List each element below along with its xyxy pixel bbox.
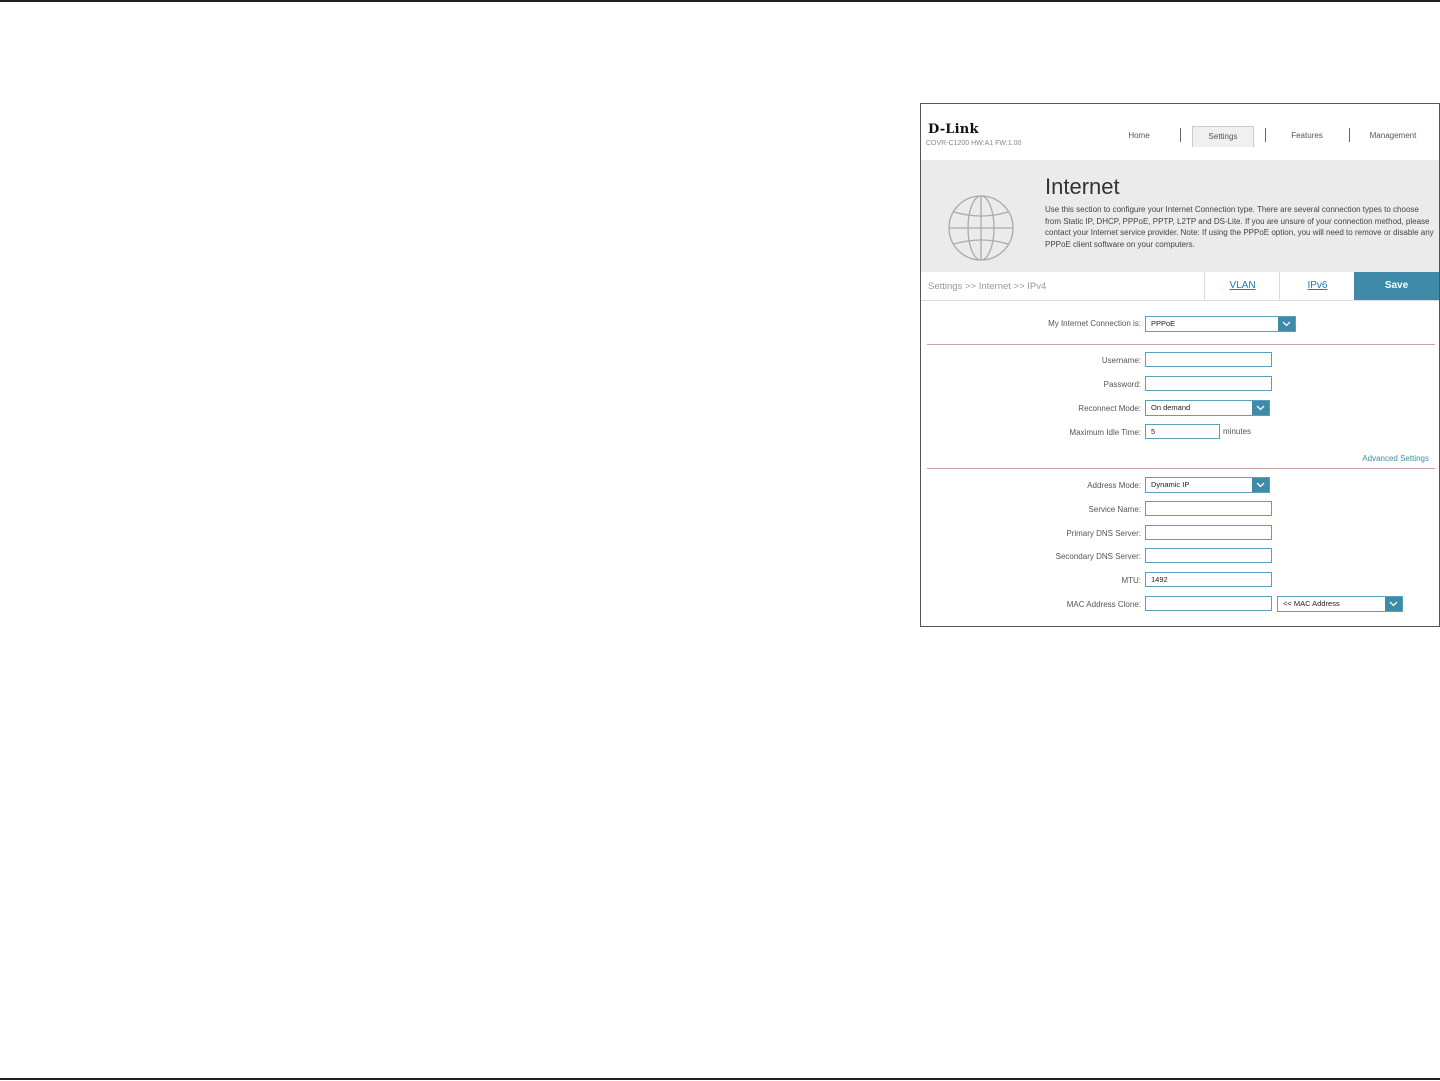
chevron-down-icon [1278,317,1295,331]
connection-type-value: PPPoE [1151,319,1176,328]
breadcrumb: Settings >> Internet >> IPv4 [928,281,1047,292]
page-description: Use this section to configure your Internet Connection type. There are several connection types to choose from Static IP, DHCP, PPPoE, PPTP, L2TP and DS-Lite. If you are unsure of your connection method, please contact your Internet service provider. Note: If using the PPPoE option, you will need to remove or disable any PPPoE client software on your computers. [1045,205,1434,249]
page-banner [921,160,1439,272]
primary-dns-label: Primary DNS Server: [1066,529,1141,538]
chevron-down-icon [1252,401,1269,415]
tab-vlan[interactable]: VLAN [1204,272,1280,300]
username-label: Username: [1101,356,1141,365]
nav-separator [1349,128,1350,142]
secondary-dns-label: Secondary DNS Server: [1055,552,1141,561]
page-top-rule [0,0,1440,2]
reconnect-mode-value: On demand [1151,403,1191,412]
toolbar [921,272,1439,301]
address-mode-select[interactable] [1145,477,1270,493]
mtu-label: MTU: [1121,576,1141,585]
reconnect-mode-label: Reconnect Mode: [1078,404,1141,413]
max-idle-time-label: Maximum Idle Time: [1069,428,1141,437]
header [921,104,1439,160]
connection-type-select[interactable] [1145,316,1296,332]
nav-home[interactable]: Home [1128,131,1150,140]
chevron-down-icon [1252,478,1269,492]
model-info: COVR-C1200 HW:A1 FW:1.00 [926,140,1022,147]
service-name-input[interactable] [1145,501,1272,516]
address-mode-value: Dynamic IP [1151,480,1190,489]
reconnect-mode-select[interactable] [1145,400,1270,416]
section-divider [927,468,1435,469]
username-input[interactable] [1145,352,1272,367]
dlink-logo: D-Link [928,122,979,137]
nav-management[interactable]: Management [1369,131,1417,140]
nav-features[interactable]: Features [1291,131,1323,140]
tab-ipv6[interactable]: IPv6 [1279,272,1355,300]
password-label: Password: [1103,380,1141,389]
nav-separator [1265,128,1266,142]
mac-address-select-value: << MAC Address [1283,599,1340,608]
max-idle-time-unit: minutes [1223,427,1252,436]
mtu-input[interactable]: 1492 [1145,572,1272,587]
mac-clone-label: MAC Address Clone: [1066,600,1141,609]
mac-clone-input[interactable] [1145,596,1272,611]
mac-address-select[interactable] [1277,596,1403,612]
nav-separator [1180,128,1181,142]
primary-dns-input[interactable] [1145,525,1272,540]
max-idle-time-input[interactable]: 5 [1145,424,1220,439]
router-settings-screenshot [920,103,1440,627]
chevron-down-icon [1385,597,1402,611]
service-name-label: Service Name: [1088,505,1141,514]
page-title: Internet [1045,174,1120,199]
save-button[interactable]: Save [1354,272,1439,300]
secondary-dns-input[interactable] [1145,548,1272,563]
nav-settings[interactable]: Settings [1192,126,1254,147]
page-bottom-rule [0,1078,1440,1080]
section-divider [927,344,1435,345]
address-mode-label: Address Mode: [1087,481,1141,490]
password-input[interactable] [1145,376,1272,391]
advanced-settings-link[interactable]: Advanced Settings [1362,454,1429,463]
connection-type-label: My Internet Connection is: [1048,319,1141,328]
globe-icon [947,194,1015,262]
